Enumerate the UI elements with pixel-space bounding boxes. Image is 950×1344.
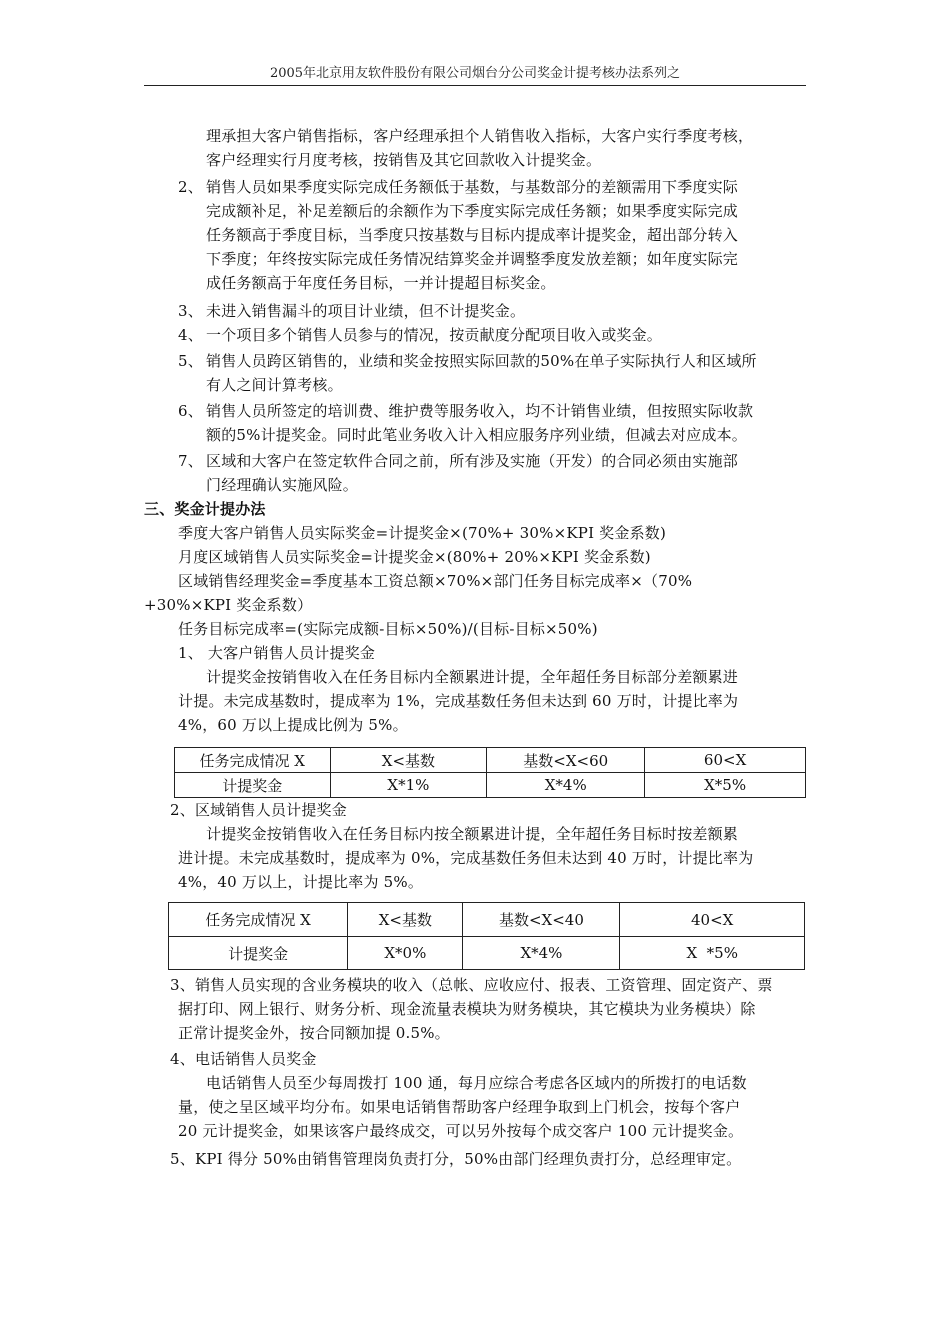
item-number: 3、 — [178, 302, 203, 320]
table-cell: X *5% — [620, 937, 805, 970]
section-title: 三、奖金计提办法 — [144, 500, 266, 518]
subsection-title: 2、区域销售人员计提奖金 — [170, 801, 347, 819]
subsection-5 — [144, 1147, 806, 1171]
item-number: 6、 — [178, 402, 203, 420]
item-text: 门经理确认实施风险。 — [206, 476, 359, 494]
item-text: 销售人员所签定的培训费、维护费等服务收入，均不计销售业绩，但按照实际收款 — [206, 402, 754, 420]
table-cell: X*0% — [348, 937, 463, 970]
bonus-table-1 — [174, 747, 806, 798]
table-header-cell: 基数<X<40 — [463, 903, 620, 937]
table-header-cell: 任务完成情况 X — [169, 903, 348, 937]
item-text: 销售人员跨区销售的，业绩和奖金按照实际回款的50%在单子实际执行人和区域所 — [206, 352, 757, 370]
table-header-cell: X<基数 — [348, 903, 463, 937]
subsection-3 — [144, 973, 806, 1045]
table-cell: X*1% — [330, 773, 487, 798]
formula-line: 任务目标完成率=(实际完成额-目标×50%)/(目标-目标×50%) — [178, 620, 598, 638]
table-cell: 计提奖金 — [175, 773, 331, 798]
paragraph-line: 3、销售人员实现的含业务模块的收入（总帐、应收应付、报表、工资管理、固定资产、票 — [170, 976, 773, 994]
table-cell: X*4% — [463, 937, 620, 970]
paragraph-line: 4%，40 万以上，计提比率为 5%。 — [178, 873, 424, 891]
table-header-cell: 60<X — [645, 748, 806, 773]
formula-line: +30%×KPI 奖金系数） — [144, 596, 313, 614]
item-text: 成任务额高于年度任务目标，一并计提超目标奖金。 — [206, 274, 556, 292]
paragraph-line: 电话销售人员至少每周拨打 100 通，每月应综合考虑各区域内的所拨打的电话数 — [206, 1074, 747, 1092]
item-number: 2、 — [178, 178, 203, 196]
item-text: 有人之间计算考核。 — [206, 376, 343, 394]
list-item-6 — [144, 399, 806, 447]
table-header-cell: 40<X — [620, 903, 805, 937]
subsection-2 — [144, 798, 806, 894]
paragraph-line: 4%，60 万以上提成比例为 5%。 — [178, 716, 408, 734]
formula-line: 区域销售经理奖金=季度基本工资总额×70%×部门任务目标完成率×（70% — [178, 572, 693, 590]
table-cell: X*5% — [645, 773, 806, 798]
table-header-cell: 基数<X<60 — [487, 748, 645, 773]
paragraph-line: 5、KPI 得分 50%由销售管理岗负责打分，50%由部门经理负责打分，总经理审定。 — [170, 1150, 742, 1168]
subsection-title: 4、电话销售人员奖金 — [170, 1050, 317, 1068]
intro-line: 客户经理实行月度考核，按销售及其它回款收入计提奖金。 — [206, 151, 602, 169]
paragraph-line: 据打印、网上银行、财务分析、现金流量表模块为财务模块，其它模块为业务模块）除 — [178, 1000, 756, 1018]
table-header-cell: 任务完成情况 X — [175, 748, 331, 773]
subsection-title: 1、 大客户销售人员计提奖金 — [178, 644, 376, 662]
formula-line: 月度区域销售人员实际奖金=计提奖金×(80%+ 20%×KPI 奖金系数) — [178, 548, 651, 566]
table-cell: 计提奖金 — [169, 937, 348, 970]
item-number: 7、 — [178, 452, 203, 470]
paragraph-line: 量，使之呈区域平均分布。如果电话销售帮助客户经理争取到上门机会，按每个客户 — [178, 1098, 741, 1116]
list-item-3 — [144, 299, 806, 323]
item-text: 额的5%计提奖金。同时此笔业务收入计入相应服务序列业绩，但减去对应成本。 — [206, 426, 747, 444]
formula-line: 季度大客户销售人员实际奖金=计提奖金×(70%+ 30%×KPI 奖金系数) — [178, 524, 667, 542]
paragraph-line: 进计提。未完成基数时，提成率为 0%，完成基数任务但未达到 40 万时，计提比率为 — [178, 849, 754, 867]
paragraph-line: 计提奖金按销售收入在任务目标内按全额累进计提，全年超任务目标时按差额累 — [206, 825, 739, 843]
intro-paragraph — [144, 124, 806, 172]
bonus-table-2 — [168, 902, 805, 970]
item-text: 完成额补足，补足差额后的余额作为下季度实际完成任务额；如果季度实际完成 — [206, 202, 739, 220]
paragraph-line: 20 元计提奖金，如果该客户最终成交，可以另外按每个成交客户 100 元计提奖金。 — [178, 1122, 744, 1140]
paragraph-line: 计提奖金按销售收入在任务目标内全额累进计提，全年超任务目标部分差额累进 — [206, 668, 739, 686]
item-text: 下季度；年终按实际完成任务情况结算奖金并调整季度发放差额；如年度实际完 — [206, 250, 739, 268]
list-item-5 — [144, 349, 806, 397]
paragraph-line: 计提。未完成基数时，提成率为 1%，完成基数任务但未达到 60 万时，计提比率为 — [178, 692, 739, 710]
item-number: 4、 — [178, 326, 203, 344]
table-cell: X*4% — [487, 773, 645, 798]
list-item-4 — [144, 323, 806, 347]
item-text: 任务额高于季度目标，当季度只按基数与目标内提成率计提奖金，超出部分转入 — [206, 226, 739, 244]
section-3 — [144, 497, 806, 737]
table-header-cell: X<基数 — [330, 748, 487, 773]
item-text: 区域和大客户在签定软件合同之前，所有涉及实施（开发）的合同必须由实施部 — [206, 452, 739, 470]
intro-line: 理承担大客户销售指标，客户经理承担个人销售收入指标，大客户实行季度考核， — [206, 127, 754, 145]
list-item-7 — [144, 449, 806, 497]
list-item-2 — [144, 175, 806, 295]
subsection-4 — [144, 1047, 806, 1143]
page-header: 2005年北京用友软件股份有限公司烟台分公司奖金计提考核办法系列之 — [144, 62, 806, 86]
item-text: 一个项目多个销售人员参与的情况，按贡献度分配项目收入或奖金。 — [206, 326, 663, 344]
paragraph-line: 正常计提奖金外，按合同额加提 0.5%。 — [178, 1024, 450, 1042]
item-text: 销售人员如果季度实际完成任务额低于基数，与基数部分的差额需用下季度实际 — [206, 178, 739, 196]
item-number: 5、 — [178, 352, 203, 370]
item-text: 未进入销售漏斗的项目计业绩，但不计提奖金。 — [206, 302, 526, 320]
